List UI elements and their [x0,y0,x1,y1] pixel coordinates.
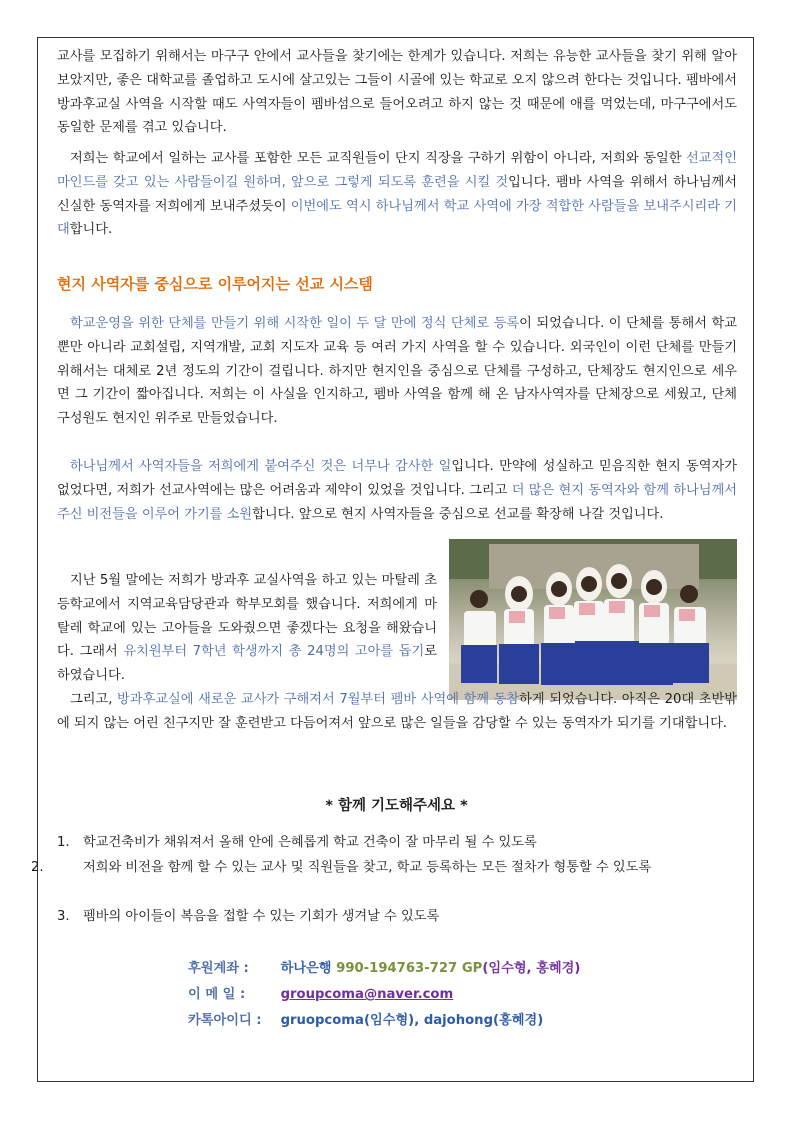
kakao-line [188,1008,543,1034]
account-holder-names: (임수형, 홍혜경) [482,961,581,976]
prayer-number: 2. [31,860,44,875]
text-segment: 합니다. 앞으로 현지 사역자들을 중심으로 선교를 확장해 나갈 것입니다. [252,506,664,522]
text-segment: 로 하였습니다. [57,644,437,684]
students-photo-illustration [449,539,737,700]
highlight-text: 방과후교실에 새로운 교사가 구해져서 7월부터 펨바 사역에 함께 동참 [117,692,520,707]
prayer-item [31,856,763,880]
text-segment: 그리고, [70,692,118,707]
highlight-text: 하나님께서 사역자들을 저희에게 붙여주신 것은 너무나 감사한 일 [70,459,452,474]
bank-name: 하나은행 [280,961,332,976]
highlight-text: 이번에도 역시 하나님께서 학교 사역에 가장 적합한 사람들을 보내주시리라 기대 [57,198,737,238]
highlight-text: 유치원부터 7학년 학생까지 총 24명의 고아를 돕기 [123,644,425,660]
prayer-title: * 함께 기도해주세요 * [325,798,468,814]
highlight-text: 학교운영을 위한 단체를 만들기 위해 시작한 일이 두 달 만에 정식 단체로 등록 [70,316,520,331]
paragraph-new-teacher [57,688,737,736]
students-photo [449,539,737,700]
account-number: 990-194763-727 [336,961,458,976]
donation-account-line [188,956,580,982]
text-segment: 이 되었습니다. 이 단체를 통해서 학교뿐만 아니라 교회설립, 지역개발, 교회 지도자 교육 등 여러 가지 사역을 할 수 있습니다. 외국인이 이런 단체를 만들기 위해서는 대체로 2년 정도의 기간이 걸립니다. 하지만 현지인을 중심으로 단체를 구성하고, 단체장도 현지인으로 세우면 그 기간이 짧아집니다. 저희는 이 사실을 인지하고, 펨바 사역을 함께 해 온 남자사역자를 단체장으로 세웠고, 단체 구성원도 현지인 위주로 만들었습니다. [57,316,737,427]
prayer-text: 저희와 비전을 함께 할 수 있는 교사 및 직원들을 찾고, 학교 등록하는 모든 절차가 형통할 수 있도록 [83,860,652,875]
email-link[interactable]: groupcoma@naver.com [280,987,454,1002]
prayer-item [57,905,747,929]
text-segment: 하게 되었습니다. 아직은 20대 초반밖에 되지 않는 어린 친구지만 잘 훈련받고 다듬어져서 앞으로 많은 일들을 감당할 수 있는 동역자가 되기를 기대합니다. [57,692,737,731]
highlight-text: 선교적인 마인드를 갖고 있는 사람들이길 원하며, 앞으로 그렇게 되도록 훈련을 시킬 것 [57,151,737,190]
highlight-text: 더 많은 현지 동역자와 함께 하나님께서 주신 비전들을 이루어 가기를 소원 [57,482,737,522]
kakao-label: 카톡아이디 : [188,1013,262,1028]
section-title: 현지 사역자를 중심으로 이루어지는 선교 시스템 [57,275,373,293]
kakao-ids: gruopcoma(임수형), dajohong(홍혜경) [280,1013,544,1028]
text-segment: 합니다. [69,222,113,238]
paragraph-staff-mindset [57,147,737,242]
text-segment: 저희는 학교에서 일하는 교사를 포함한 모든 교직원들이 단지 직장을 구하기 위함이 아니라, 저희와 동일한 [70,151,687,166]
text-segment: 입니다. 펨바 사역을 위해서 하나님께서 신실한 동역자를 저희에게 보내주셨듯이 [57,174,737,214]
email-label: 이 메 일 : [188,987,246,1002]
prayer-number: 3. [57,909,70,924]
paragraph-teacher-recruitment: 교사를 모집하기 위해서는 마구구 안에서 교사들을 찾기에는 한계가 있습니다. 저희는 유능한 교사들을 찾기 위해 알아보았지만, 좋은 대학교를 졸업하고 도시에 살고있는 그들이 시골에 있는 학교로 오지 않으려 한다는 것입니다. 펨바에서 방과후교실 사역을 시작할 때도 사역자들이 펨바섬으로 들어오려고 하지 않는 것 때문에 애를 먹었는데, 마구구에서도 동일한 문제를 겪고 있습니다. [57,49,737,136]
account-holder-prefix: GP [461,961,483,976]
email-line [188,982,453,1008]
paragraph-thanks [57,455,737,526]
text-segment: 지난 5월 말에는 저희가 방과후 교실사역을 하고 있는 마탈레 초등학교에서 지역교육담당관과 학부모회를 했습니다. 저희에게 마탈레 학교에 있는 고아들을 도와줬으면 좋겠다는 요청을 해왔습니다. 그래서 [57,573,437,660]
prayer-text: 펨바의 아이들이 복음을 접할 수 있는 기회가 생겨날 수 있도록 [83,909,440,924]
prayer-item [57,831,747,855]
prayer-text: 학교건축비가 채워져서 올해 안에 은혜롭게 학교 건축이 잘 마무리 될 수 있도록 [83,835,537,850]
paragraph-orphans [57,569,437,688]
prayer-number: 1. [57,835,70,850]
text-segment: 입니다. 만약에 성실하고 믿음직한 현지 동역자가 없었다면, 저희가 선교사역에는 많은 어려움과 제약이 있었을 것입니다. 그리고 [57,459,737,498]
paragraph-organization [57,312,737,431]
donation-label: 후원계좌 : [188,961,249,976]
